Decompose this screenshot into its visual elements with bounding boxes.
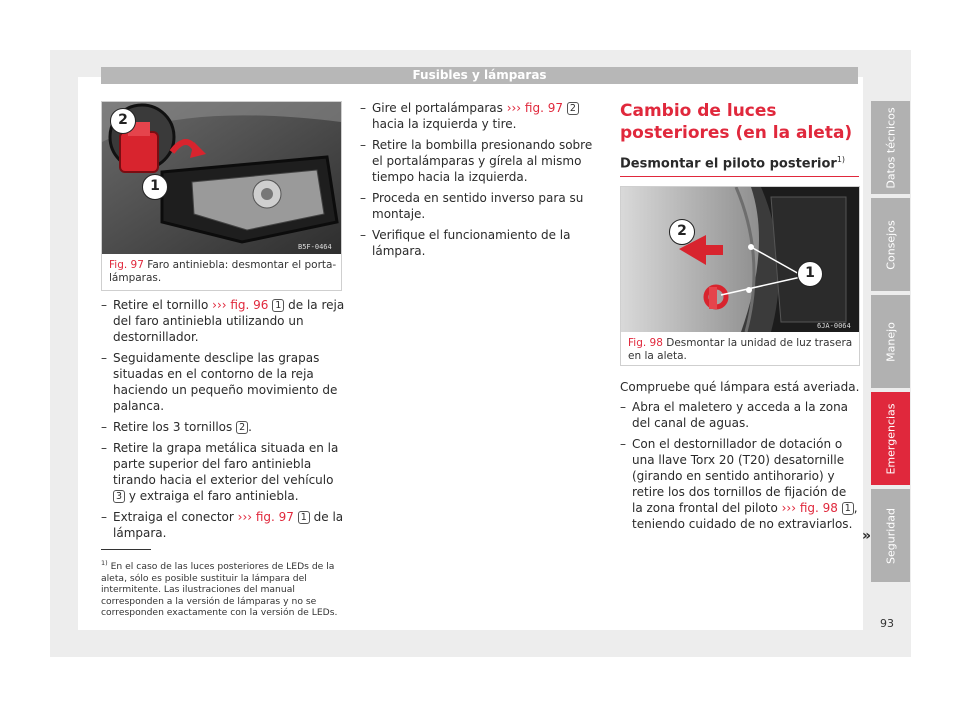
footnote-divider [101,549,151,550]
figure-code: 6JA-0064 [817,322,851,330]
list-item: – Verifique el funcionamiento de la lámpara. [360,227,602,259]
callout-2: 2 [669,219,695,245]
list-item: – Gire el portalámparas ››› fig. 97 2 hacia la izquierda y tire. [360,100,602,132]
reference-number: 2 [567,102,579,115]
list-item: – Abra el maletero y acceda a la zona del canal de aguas. [620,399,860,431]
figure-label: Fig. 98 [628,337,663,349]
middle-steps-list [360,100,602,264]
rear-light-drawing [621,187,859,332]
tab-datos-tecnicos[interactable]: Datos técnicos [871,101,910,194]
figure-98 [620,186,860,366]
footnote: $^{1)}$ En el caso de las luces posteriores de LEDs de la aleta, sólo es posible sustituir la lámpara del intermitente. Las ilustraciones del manual corresponden a la versión de lámparas y no se corresponden exactamente con la versión de LEDs. [101,559,338,619]
fog-light-drawing [102,102,341,254]
footnote-number: 1) [101,559,108,567]
figure-link[interactable]: ››› fig. 97 [237,510,294,524]
figure-97 [101,101,342,291]
intro-paragraph: Compruebe qué lámpara está averiada. [620,380,860,394]
list-item: – Retire los 3 tornillos 2 . [101,419,346,435]
reference-number: 2 [236,421,248,434]
figure-code: B5F-0464 [298,243,332,251]
list-item: – Extraiga el conector ››› fig. 97 1 de la lámpara. [101,509,346,541]
reference-number: 1 [272,299,284,312]
list-item: – Retire la bombilla presionando sobre el portalámparas y gírela al mismo tiempo hacia la izquierda. [360,137,602,185]
chapter-title: Fusibles y lámparas [412,68,547,82]
callout-1: 1 [142,174,168,200]
figure-caption [109,259,337,285]
figure-caption-text: Desmontar la unidad de luz trasera en la aleta. [628,337,853,362]
fog-light-illustration [102,102,341,254]
list-item: – Seguidamente desclipe las grapas situadas en el contorno de la reja haciendo un pequeño movimiento de palanca. [101,350,346,414]
figure-link[interactable]: ››› fig. 98 [781,501,838,515]
figure-caption-text: Faro antiniebla: desmontar el porta-lámparas. [109,259,337,284]
reference-number: 1 [298,511,310,524]
tab-consejos[interactable]: Consejos [871,198,910,291]
tab-seguridad[interactable]: Seguridad [871,489,910,582]
subsection-underline [620,176,859,177]
figure-link[interactable]: ››› fig. 97 [506,101,563,115]
right-steps-list [620,399,860,537]
page-number: 93 [880,617,894,630]
reference-number: 1 [842,502,854,515]
list-item: – Retire la grapa metálica situada en la parte superior del faro antiniebla tirando hacia el exterior del vehículo 3 y extraiga el faro antiniebla. [101,440,346,504]
section-title: Cambio de luces posteriores (en la aleta) [620,101,853,143]
list-item: – Con el destornillador de dotación o una llave Torx 20 (T20) desatornille (girando en sentido antihorario) y retire los dos tornillos de fijación de la zona frontal del piloto ››› fig. 98 1 , teniendo cuidado de no extraviarlos. [620,436,860,532]
tab-manejo[interactable]: Manejo [871,295,910,388]
figure-link[interactable]: ››› fig. 96 [212,298,269,312]
reference-number: 3 [113,490,125,503]
left-steps-list [101,297,346,546]
list-item: – Proceda en sentido inverso para su montaje. [360,190,602,222]
tab-emergencias[interactable]: Emergencias [871,392,910,485]
callout-1: 1 [797,261,823,287]
figure-label: Fig. 97 [109,259,144,271]
callout-2: 2 [110,108,136,134]
footnote-marker: 1) [836,155,846,164]
rear-light-illustration [621,187,859,332]
list-item: – Retire el tornillo ››› fig. 96 1 de la reja del faro antiniebla utilizando un destornillador. [101,297,346,345]
subsection-title: Desmontar el piloto posterior$^{1)}$ [620,155,846,172]
continue-arrow: » [862,528,872,544]
figure-caption [628,337,856,363]
